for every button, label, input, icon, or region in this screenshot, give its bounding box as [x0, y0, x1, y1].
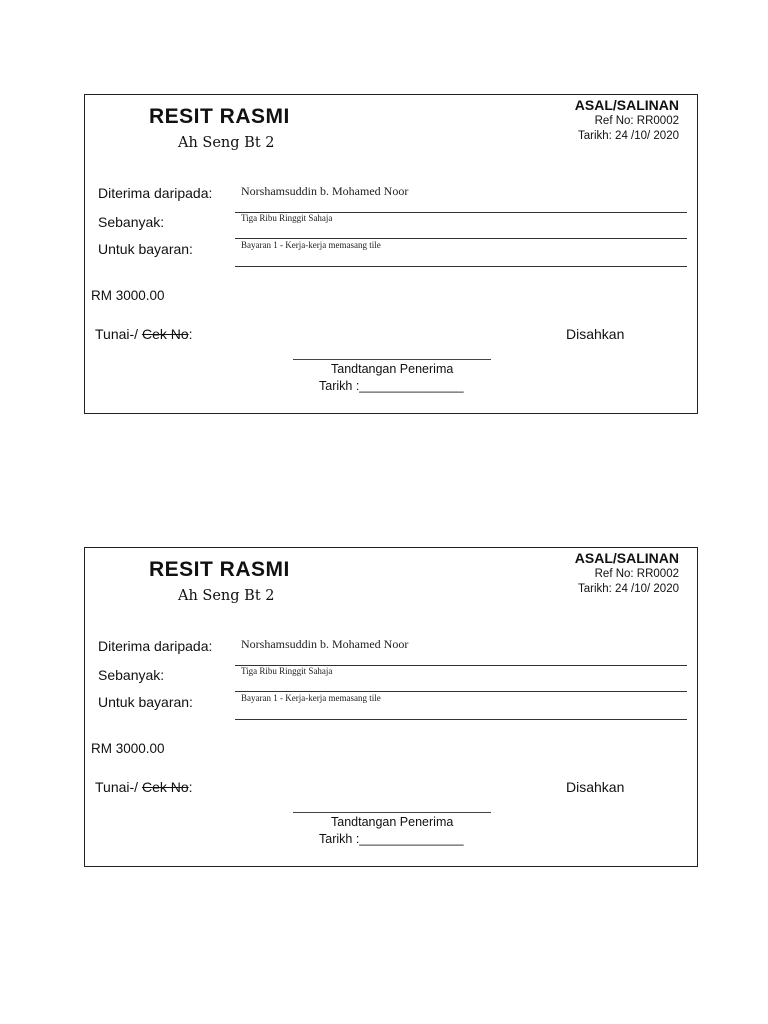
copy-label: ASAL/SALINAN: [574, 550, 679, 566]
purpose-line: [235, 266, 687, 267]
signature-line: [293, 812, 491, 813]
received-from-value: Norshamsuddin b. Mohamed Noor: [241, 637, 409, 651]
payment-colon: :: [188, 326, 193, 342]
payment-method: [95, 779, 193, 795]
payment-cheque-struck: Cek No: [141, 779, 189, 795]
receipt-date: Tarikh: 24 /10/ 2020: [577, 583, 679, 595]
amount-figure: RM 3000.00: [91, 741, 165, 756]
amount-words-line: [235, 238, 687, 239]
amount-words-line: [235, 691, 687, 692]
payment-method: [95, 326, 193, 342]
purpose-value: Bayaran 1 - Kerja-kerja memasang tile: [241, 240, 381, 250]
signature-date: Tarikh :_______________: [319, 832, 464, 846]
purpose-label: Untuk bayaran:: [98, 241, 193, 257]
amount-words-label: Sebanyak:: [98, 214, 165, 230]
signature-date: Tarikh :_______________: [319, 379, 464, 393]
payment-cheque-struck: Cek No: [141, 326, 189, 342]
received-from-value: Norshamsuddin b. Mohamed Noor: [241, 184, 409, 198]
purpose-value: Bayaran 1 - Kerja-kerja memasang tile: [241, 693, 381, 703]
ref-number: Ref No: RR0002: [594, 115, 679, 127]
signature-label: Tandtangan Penerima: [331, 815, 454, 829]
purpose-label: Untuk bayaran:: [98, 694, 193, 710]
receipt-copy: [84, 547, 698, 867]
signature-line: [293, 359, 491, 360]
amount-words-value: Tiga Ribu Ringgit Sahaja: [241, 213, 333, 223]
receipt-title: RESIT RASMI: [149, 558, 290, 581]
purpose-line: [235, 719, 687, 720]
receipt-title: RESIT RASMI: [149, 105, 290, 128]
company-name: Ah Seng Bt 2: [178, 135, 275, 151]
ref-number: Ref No: RR0002: [594, 568, 679, 580]
payment-colon: :: [188, 779, 193, 795]
copy-label: ASAL/SALINAN: [574, 97, 679, 113]
payment-cash-label: Tunai-/: [95, 326, 142, 342]
receipt-original: [84, 94, 698, 414]
amount-words-value: Tiga Ribu Ringgit Sahaja: [241, 666, 333, 676]
signature-label: Tandtangan Penerima: [331, 362, 454, 376]
approved-label: Disahkan: [566, 779, 625, 795]
payment-cash-label: Tunai-/: [95, 779, 142, 795]
amount-words-label: Sebanyak:: [98, 667, 165, 683]
company-name: Ah Seng Bt 2: [178, 588, 275, 604]
approved-label: Disahkan: [566, 326, 625, 342]
amount-figure: RM 3000.00: [91, 288, 165, 303]
received-from-label: Diterima daripada:: [98, 185, 213, 201]
received-from-label: Diterima daripada:: [98, 638, 213, 654]
receipt-date: Tarikh: 24 /10/ 2020: [577, 130, 679, 142]
